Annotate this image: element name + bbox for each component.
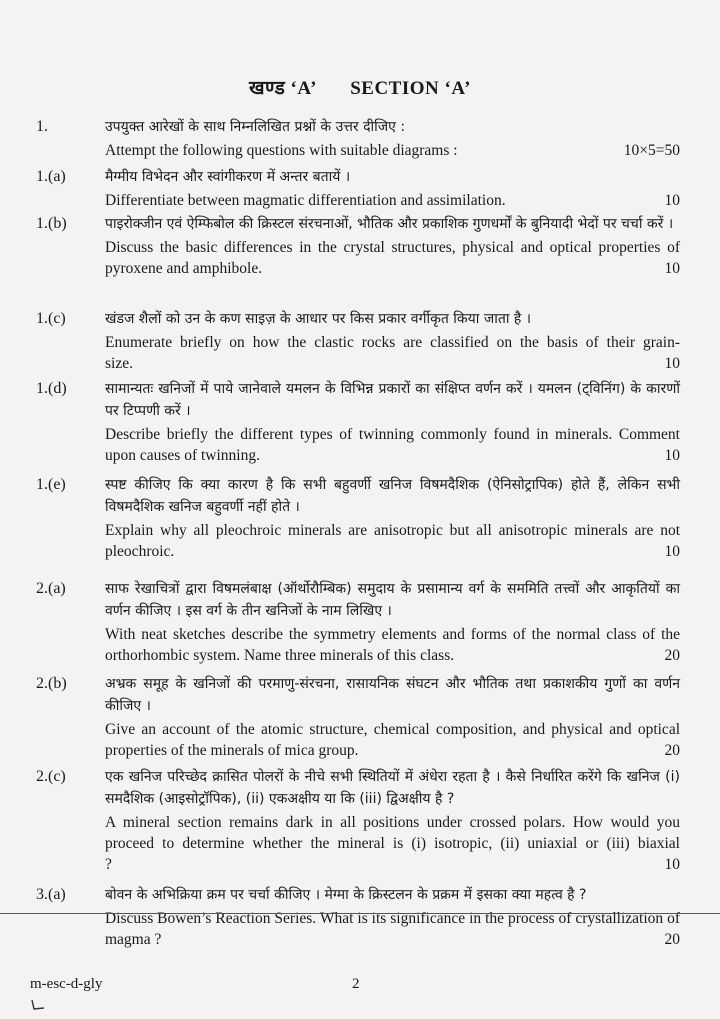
question-text-hindi: एक खनिज परिच्छेद क्रासित पोलरों के नीचे सभी स्थितियों में अंधेरा रहता है । कैसे निर्धारित करेंगे कि खनिज (i) समदैशिक (आइसोट्रॉपिक), (ii) एकअक्षीय या कि (iii) द्विअक्षीय है ? [105, 769, 680, 807]
question-text-english [105, 719, 680, 761]
question-text-hindi: सामान्यतः खनिजों में पाये जानेवाले यमलन के विभिन्न प्रकारों का संक्षिप्त वर्णन करें । यमलन (ट्विनिंग) के कारणों पर टिप्पणी करें । [105, 381, 680, 419]
question-number: 1.(d) [36, 380, 67, 397]
question-marks: 10 [664, 543, 680, 560]
fold-line [0, 913, 720, 914]
question-text-english-content: Describe briefly the different types of twinning commonly found in minerals. Comment upon causes of twinning. [105, 426, 680, 464]
question-text-english-content: Differentiate between magmatic differentiation and assimilation. [105, 192, 506, 209]
question-marks: 20 [664, 931, 680, 948]
question-text-english [105, 332, 680, 374]
question-marks: 10 [664, 192, 680, 209]
section-heading-english: SECTION ‘A’ [350, 78, 471, 99]
question-number: 1. [36, 118, 48, 135]
paper-code: m-esc-d-gly [30, 976, 103, 992]
question-number: 1.(a) [36, 168, 66, 185]
question-marks: 20 [664, 742, 680, 759]
question-text-english-content: A mineral section remains dark in all positions under crossed polars. How would you proceed to determine whether the mineral is (i) isotropic, (ii) uniaxial or (iii) biaxial ? [105, 814, 680, 873]
question-number: 2.(a) [36, 580, 66, 597]
question-text-hindi: पाइरोक्जीन एवं ऐम्फिबोल की क्रिस्टल संरचनाओं, भौतिक और प्रकाशिक गुणधर्मों के बुनियादी भेदों पर चर्चा करें । [105, 216, 674, 232]
question-text-hindi: मैग्मीय विभेदन और स्वांगीकरण में अन्तर बतायें । [105, 169, 351, 185]
question-text-english [105, 424, 680, 466]
question-text-english [105, 812, 680, 875]
question-text-english-content: Discuss Bowen’s Reaction Series. What is its significance in the process of crystallization of magma ? [105, 910, 680, 948]
question-number: 2.(c) [36, 768, 66, 785]
question-number: 2.(b) [36, 675, 67, 692]
question-marks: 10 [664, 856, 680, 873]
question-marks: 10 [664, 447, 680, 464]
question-text-english [105, 140, 680, 161]
question-text-english [105, 908, 680, 950]
question-text-hindi: बोवन के अभिक्रिया क्रम पर चर्चा कीजिए । मेग्मा के क्रिस्टलन के प्रक्रम में इसका क्या महत्व है ? [105, 887, 587, 903]
question-text-english-content: Explain why all pleochroic minerals are anisotropic but all anisotropic minerals are not pleochroic. [105, 522, 680, 560]
question-text-hindi: खंडज शैलों को उन के कण साइज़ के आधार पर किस प्रकार वर्गीकृत किया जाता है । [105, 311, 532, 327]
question-text-english [105, 520, 680, 562]
question-text-hindi: साफ रेखाचित्रों द्वारा विषमलंबाक्ष (ऑर्थोरौम्बिक) समुदाय के प्रसामान्य वर्ग के सममिति तत्त्वों और आकृतियों का वर्णन कीजिए । इस वर्ग के तीन खनिजों के नाम लिखिए । [105, 581, 680, 619]
question-number: 1.(c) [36, 310, 66, 327]
question-text-english-content: Attempt the following questions with suitable diagrams : [105, 142, 458, 159]
question-text-hindi: स्पष्ट कीजिए कि क्या कारण है कि सभी बहुवर्णी खनिज विषमदैशिक (ऐनिसोट्रापिक) होते हैं, लेकिन सभी विषमदैशिक खनिज बहुवर्णी नहीं होते । [105, 477, 680, 515]
question-text-english [105, 624, 680, 666]
question-text-english-content: With neat sketches describe the symmetry elements and forms of the normal class of the orthorhombic system. Name three minerals of this class. [105, 626, 680, 664]
question-text-english-content: Enumerate briefly on how the clastic rocks are classified on the basis of their grain-size. [105, 334, 680, 372]
question-number: 3.(a) [36, 886, 66, 903]
question-text-english-content: Give an account of the atomic structure, chemical composition, and physical and optical properties of the minerals of mica group. [105, 721, 680, 759]
section-heading-hindi: खण्ड ‘A’ [249, 78, 317, 99]
question-marks: 20 [664, 647, 680, 664]
question-marks: 10 [664, 260, 680, 277]
pen-mark-icon [30, 998, 50, 1012]
question-text-hindi: उपयुक्त आरेखों के साथ निम्नलिखित प्रश्नों के उत्तर दीजिए : [105, 119, 406, 135]
question-text-english [105, 237, 680, 279]
question-marks: 10×5=50 [623, 142, 680, 159]
question-number: 1.(e) [36, 476, 66, 493]
question-marks: 10 [664, 355, 680, 372]
question-text-english [105, 190, 680, 211]
question-text-hindi: अभ्रक समूह के खनिजों की परमाणु-संरचना, रासायनिक संघटन और भौतिक तथा प्रकाशकीय गुणों का वर्णन कीजिए । [105, 676, 680, 714]
question-text-english-content: Discuss the basic differences in the crystal structures, physical and optical properties of pyroxene and amphibole. [105, 239, 680, 277]
page-number: 2 [352, 976, 360, 992]
section-heading [0, 74, 720, 100]
question-number: 1.(b) [36, 215, 67, 232]
